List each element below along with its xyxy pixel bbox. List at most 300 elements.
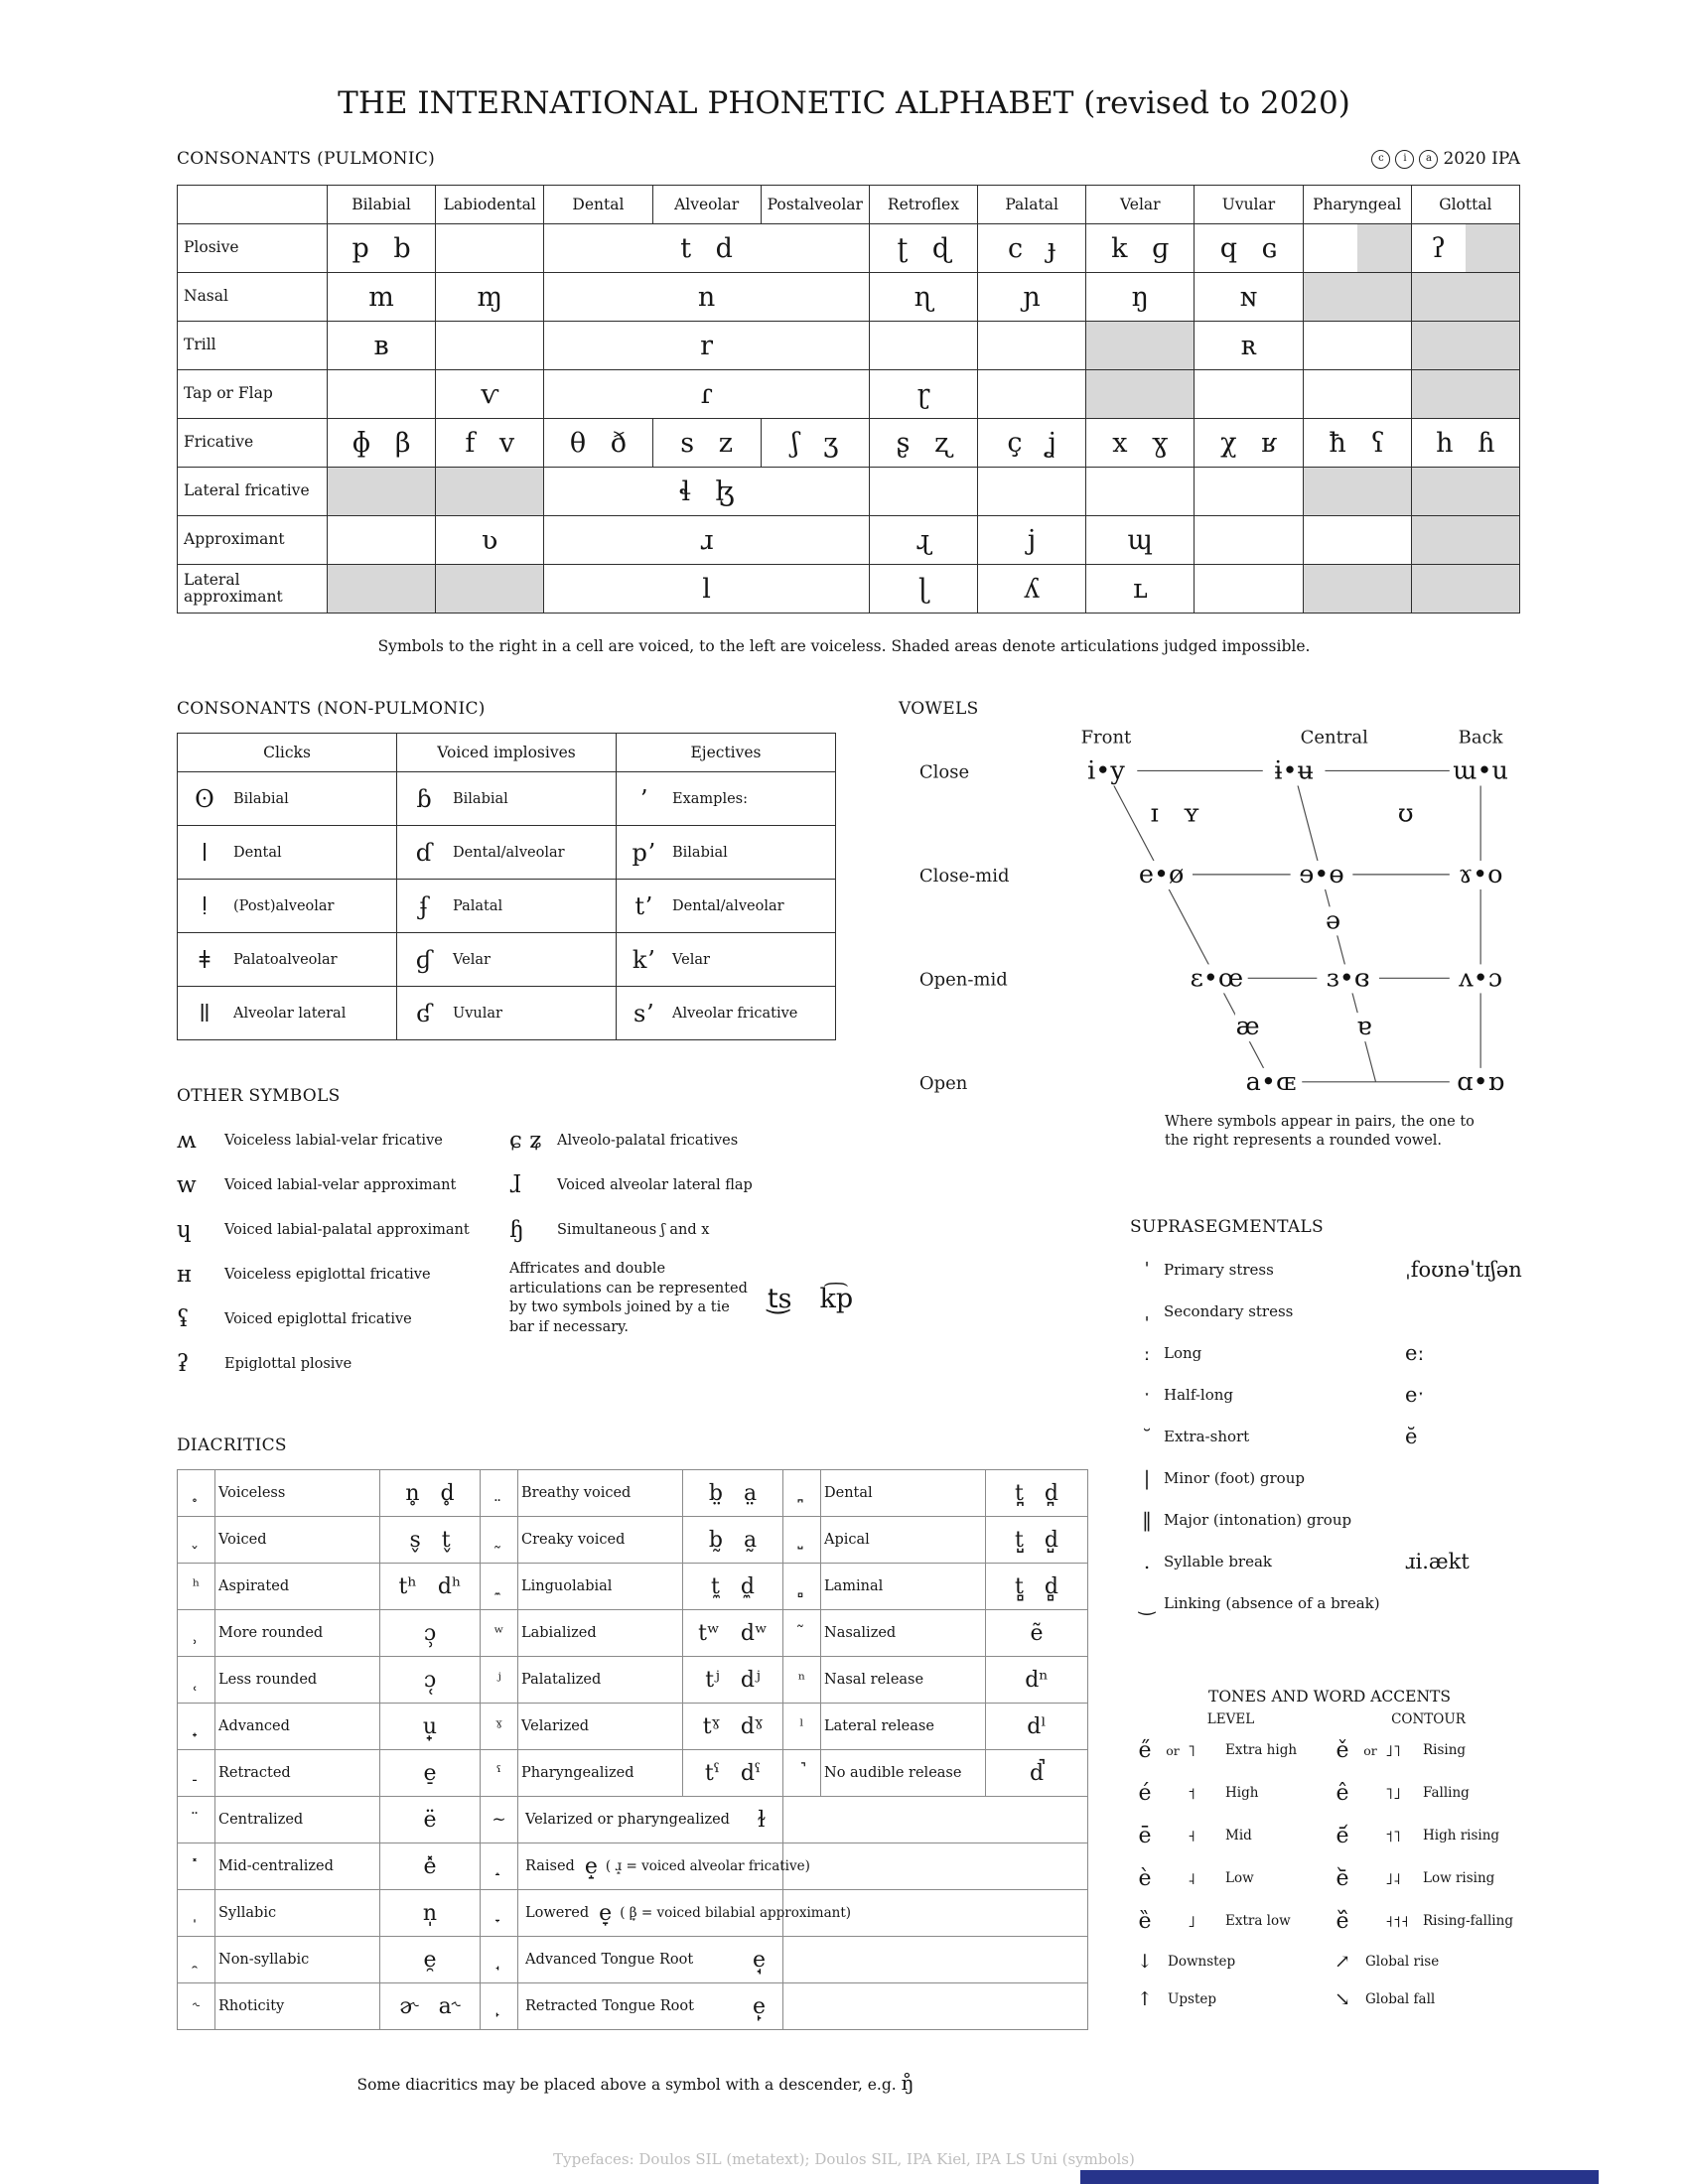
affricate-note-row (509, 1260, 902, 1337)
pulmonic-cell: ɱ (436, 273, 544, 322)
tone-letter: ˧˦˧ (1385, 1912, 1409, 1931)
suprasegmental-symbol: ˌ (1144, 1299, 1150, 1323)
diacritics-row (178, 1470, 1088, 1517)
diacritic-span-content (521, 1900, 852, 1926)
nonpulmonic-label: Dental (233, 844, 282, 861)
suprasegmental-label: Secondary stress (1164, 1302, 1294, 1320)
suprasegmental-label: Long (1164, 1344, 1202, 1362)
diacritic-example: ẽ (986, 1610, 1088, 1657)
place-label: Dental (544, 186, 652, 224)
diacritic-example: d̚ (986, 1750, 1088, 1797)
diacritic-name: Dental (821, 1470, 986, 1517)
pulmonic-cell (1195, 565, 1303, 614)
contour-label: CONTOUR (1391, 1711, 1466, 1727)
other-symbol-label: Voiceless epiglottal fricative (224, 1266, 431, 1283)
suprasegmental-label: Linking (absence of a break) (1164, 1594, 1380, 1612)
nonpulmonic-label: Bilabial (672, 844, 728, 861)
voiced-impossible-half (1357, 224, 1411, 272)
tone-item (1132, 1772, 1330, 1815)
tone-name: Extra low (1225, 1913, 1291, 1930)
tone-example: e᷅ (1336, 1866, 1349, 1891)
pulmonic-cell: p b (328, 224, 436, 273)
diacritic-mark: ̥ (178, 1470, 215, 1517)
suprasegmental-symbol: ‿ (1138, 1591, 1156, 1615)
nonpulmonic-label: Palatal (453, 897, 503, 914)
pulmonic-cell: ɳ (869, 273, 977, 322)
nonpulmonic-symbol: ǃ (201, 891, 209, 920)
place-label: Glottal (1411, 186, 1519, 224)
other-symbol-item (177, 1341, 509, 1386)
nonpulmonic-section (177, 699, 836, 1040)
tone-letter: ˦˥ (1385, 1827, 1401, 1845)
suprasegmental-symbol: ː (1143, 1341, 1151, 1365)
vowel-symbol: ʌ•ɔ (1459, 963, 1503, 994)
split-cell (1412, 224, 1519, 272)
diacritic-mark: ̩ (178, 1890, 215, 1937)
place-label: Labiodental (436, 186, 544, 224)
nonpulmonic-label: Velar (453, 951, 491, 968)
vowel-symbol: ɨ•ʉ (1274, 755, 1314, 786)
tone-letter: ˩˥ (1385, 1741, 1401, 1760)
nonpulmonic-label: Palatoalveolar (233, 951, 338, 968)
nonpulmonic-entry (190, 839, 396, 867)
affricate-note: Affricates and double articulations can be represented by two symbols joined by a tie bar if necessary. (509, 1261, 748, 1335)
diacritic-name: Retracted (215, 1750, 380, 1797)
diacritic-mark: ̹ (178, 1610, 215, 1657)
suprasegmental-label: Syllable break (1164, 1553, 1273, 1570)
pulmonic-row (178, 370, 1520, 419)
diacritic-name: Voiced (215, 1517, 380, 1564)
diacritic-span-cell (518, 1797, 783, 1843)
pulmonic-row (178, 468, 1520, 516)
tone-item (1330, 1857, 1527, 1900)
pulmonic-note: Symbols to the right in a cell are voiced, to the left are voiceless. Shaded areas denote articulations judged impossible. (377, 637, 1311, 655)
tone-name: Falling (1423, 1785, 1470, 1802)
pulmonic-cell: l (544, 565, 870, 614)
tone-extra-item (1330, 1943, 1527, 1980)
diacritic-span-content (521, 1853, 810, 1879)
tone-name: High rising (1423, 1828, 1500, 1844)
pulmonic-cell: ʀ (1195, 322, 1303, 370)
other-symbol-label: Epiglottal plosive (224, 1355, 352, 1372)
tone-name: High (1225, 1785, 1259, 1802)
pulmonic-cell: n (544, 273, 870, 322)
nonpulmonic-symbol: ɓ (416, 784, 432, 813)
level-column (1132, 1711, 1330, 2018)
manner-label: Approximant (178, 516, 328, 565)
tone-item (1330, 1772, 1527, 1815)
tone-example: e᷈ (1336, 1909, 1349, 1934)
diacritic-example: ɫ (757, 1807, 766, 1833)
other-symbol-glyph: ɺ (509, 1171, 521, 1198)
pulmonic-cell: ɾ (544, 370, 870, 419)
tone-extra-symbol: ↘ (1335, 1988, 1350, 2010)
diacritic-name: Velarized (518, 1704, 683, 1750)
diacritic-name: Pharyngealized (518, 1750, 683, 1797)
diacritic-mark: ̼ (481, 1564, 518, 1610)
vowel-column-label: Back (1458, 727, 1503, 749)
nonpulmonic-cell (617, 772, 836, 826)
diacritic-example-group (753, 1948, 766, 1973)
suprasegmental-example: ĕ (1405, 1425, 1418, 1448)
nonpulmonic-column-header: Voiced implosives (397, 734, 617, 772)
manner-label: Fricative (178, 419, 328, 468)
pulmonic-cell: s z (652, 419, 761, 468)
pulmonic-row (178, 224, 1520, 273)
suprasegmental-item (1130, 1249, 1524, 1291)
sa-ic极on: a (1419, 150, 1438, 169)
diacritic-span-cell (518, 1937, 783, 1983)
vowel-symbol: ʊ (1397, 798, 1414, 829)
place-label: Uvular (1195, 186, 1303, 224)
pulmonic-cell (869, 322, 977, 370)
diacritic-name: Centralized (215, 1797, 380, 1843)
tone-extra-name: Global rise (1365, 1953, 1440, 1970)
diacritic-span-cell (518, 1843, 810, 1890)
vowel-row-label: Open-mid (918, 969, 1008, 991)
diacritic-example-group (585, 1854, 810, 1879)
diacritic-example: e̠ (380, 1750, 481, 1797)
tone-or-label: or (1166, 1743, 1180, 1758)
contour-rows (1330, 1729, 1527, 2018)
tone-letter: ˩ (1188, 1912, 1196, 1931)
pulmonic-cell: χ ʁ (1195, 419, 1303, 468)
diacritic-name: Lowered (525, 1905, 590, 1921)
nonpulmonic-symbol: sʼ (633, 999, 653, 1027)
vowel-column-label: Front (1080, 727, 1132, 749)
other-symbols-section (177, 1086, 912, 1386)
place-label: Velar (1086, 186, 1195, 224)
nonpulmonic-row (178, 826, 836, 880)
pulmonic-cell (328, 565, 436, 614)
diacritics-row (178, 1517, 1088, 1564)
pulmonic-cell (1303, 322, 1411, 370)
nonpulmonic-label: Velar (672, 951, 710, 968)
pulmonic-cell (1086, 468, 1195, 516)
vowels-heading: VOWELS (899, 699, 979, 719)
pulmonic-cell: j (978, 516, 1086, 565)
pulmonic-cell: ɻ (869, 516, 977, 565)
tone-extra-symbol: ↓ (1137, 1951, 1153, 1973)
other-symbols-columns (177, 1118, 912, 1386)
suprasegmental-item (1130, 1499, 1524, 1541)
diacritics-row (178, 1704, 1088, 1750)
diacritic-name: Laminal (821, 1564, 986, 1610)
pulmonic-cell (1303, 273, 1411, 322)
pulmonic-cell: x ɣ (1086, 419, 1195, 468)
vowel-row-label: Close (918, 761, 970, 783)
pulmonic-cell: ɸ β (328, 419, 436, 468)
tone-extra-item (1132, 1943, 1330, 1980)
diacritic-span-cell (518, 1890, 852, 1937)
suprasegmental-symbol: | (1143, 1466, 1151, 1490)
pulmonic-cell (1195, 516, 1303, 565)
vowel-symbol: i•y (1087, 755, 1125, 786)
nonpulmonic-entry (629, 1000, 835, 1027)
diacritic-mark: ʰ (178, 1564, 215, 1610)
diacritic-example: t̻ d̻ (986, 1564, 1088, 1610)
diacritic-mark: ̝ (481, 1843, 518, 1890)
diacritic-mark: ̞ (481, 1890, 518, 1937)
vowel-symbol: ʏ (1183, 798, 1200, 829)
diacritics-row (178, 1797, 1088, 1843)
diacritic-example: e̘ (752, 1947, 766, 1973)
tone-example: ě (1336, 1738, 1349, 1763)
vowel-symbol: e•ø (1138, 860, 1185, 890)
diacritic-name: Voiceless (215, 1470, 380, 1517)
suprasegmental-symbol: ˘ (1142, 1425, 1152, 1448)
other-symbol-glyph: ɕ ʑ (509, 1127, 543, 1154)
suprasegmental-item (1130, 1332, 1524, 1374)
diacritic-mark: ̜ (178, 1657, 215, 1704)
diacritic-example-group (753, 1994, 766, 2019)
vowel-symbol: ɯ•u (1453, 755, 1508, 786)
nonpulmonic-entry (190, 946, 396, 974)
diacritics-row (178, 1843, 1088, 1890)
pulmonic-cell: ɲ (978, 273, 1086, 322)
diacritics-row (178, 1564, 1088, 1610)
other-symbol-item (509, 1162, 902, 1207)
diacritic-name: Mid-centralized (215, 1843, 380, 1890)
diacritic-example: ë (380, 1797, 481, 1843)
nonpulmonic-cell (178, 772, 397, 826)
nonpulmonic-entry (409, 892, 616, 920)
tone-or-label: or (1363, 1743, 1377, 1758)
diacritic-name: More rounded (215, 1610, 380, 1657)
pulmonic-cell (436, 224, 544, 273)
vowel-symbol: ɛ•œ (1190, 963, 1244, 994)
diacritic-example-group (599, 1901, 851, 1926)
pulmonic-cell (978, 370, 1086, 419)
contour-column (1330, 1711, 1527, 2018)
nonpulmonic-cell (397, 880, 617, 933)
nonpulmonic-consonants-table (177, 733, 836, 1040)
suprasegmental-item (1130, 1416, 1524, 1457)
suprasegmental-symbol: ˑ (1143, 1383, 1151, 1407)
nonpulmonic-entry (409, 839, 616, 867)
nonpulmonic-entry (409, 946, 616, 974)
diacritic-mark: ̘ (481, 1937, 518, 1983)
tone-extra-name: Downstep (1168, 1953, 1236, 1970)
nonpulmonic-cell (617, 880, 836, 933)
place-label: Postalveolar (761, 186, 869, 224)
pulmonic-header-row (178, 186, 1520, 224)
pulmonic-cell: t d (544, 224, 870, 273)
pulmonic-cell: ʙ (328, 322, 436, 370)
nonpulmonic-heading: CONSONANTS (NON-PULMONIC) (177, 699, 486, 719)
tone-name: Rising-falling (1423, 1913, 1513, 1930)
diacritic-example: tˤ dˤ (683, 1750, 783, 1797)
pulmonic-cell (978, 322, 1086, 370)
tone-item (1330, 1900, 1527, 1943)
nonpulmonic-cell (178, 826, 397, 880)
diacritic-mark: ʲ (481, 1657, 518, 1704)
pulmonic-thead (178, 186, 1520, 224)
other-symbol-label: Voiced alveolar lateral flap (557, 1176, 753, 1193)
other-symbol-item (177, 1297, 509, 1341)
pulmonic-heading: CONSONANTS (PULMONIC) (177, 149, 436, 169)
nonpulmonic-entry (629, 785, 835, 813)
nonpulmonic-column-header: Clicks (178, 734, 397, 772)
other-symbol-item (177, 1252, 509, 1297)
diacritic-example: tʲ dʲ (683, 1657, 783, 1704)
tone-name: Extra high (1225, 1742, 1298, 1759)
suprasegmental-label: Primary stress (1164, 1261, 1274, 1279)
voiceless-half: ʔ (1431, 232, 1447, 264)
suprasegmentals-heading: SUPRASEGMENTALS (1130, 1217, 1324, 1237)
vowel-row-label: Close-mid (918, 865, 1010, 887)
tie-bar-example: t͜s (768, 1283, 792, 1314)
suprasegmental-item (1130, 1541, 1524, 1582)
pulmonic-cell: ʋ (436, 516, 544, 565)
pulmonic-cell (328, 516, 436, 565)
voiceless-half (1304, 224, 1357, 272)
pulmonic-row (178, 322, 1520, 370)
pulmonic-cell: f v (436, 419, 544, 468)
suprasegmental-symbol: . (1143, 1550, 1151, 1573)
pulmonic-row (178, 565, 1520, 614)
nonpulmonic-label: Bilabial (453, 790, 508, 807)
nonpulmonic-cell (397, 826, 617, 880)
tone-example: ē (1138, 1824, 1152, 1848)
diacritic-name: Retracted Tongue Root (525, 1998, 694, 2014)
tone-name: Rising (1423, 1742, 1467, 1759)
diacritic-example-group (758, 1808, 766, 1833)
pulmonic-cell: ʎ (978, 565, 1086, 614)
diacritic-mark: ̺ (783, 1517, 821, 1564)
pulmonic-cell (1411, 370, 1519, 419)
pulmonic-cell (1411, 322, 1519, 370)
tone-item (1132, 1900, 1330, 1943)
diacritic-example: n̩ (380, 1890, 481, 1937)
pulmonic-cell (1303, 370, 1411, 419)
vowel-symbol: ɜ•ɞ (1326, 963, 1370, 994)
other-symbol-glyph: ʡ (177, 1350, 190, 1377)
diacritic-name: Less rounded (215, 1657, 380, 1704)
tone-extra-item (1132, 1980, 1330, 2018)
diacritic-mark: ⁿ (783, 1657, 821, 1704)
nonpulmonic-symbol: ʘ (195, 784, 214, 813)
diacritic-example: ɚ a˞ (380, 1983, 481, 2030)
diacritic-example: u̟ (380, 1704, 481, 1750)
suprasegmental-symbol: ˈ (1144, 1258, 1150, 1282)
nonpulmonic-symbol: ʼ (639, 784, 647, 813)
diacritic-name: Breathy voiced (518, 1470, 683, 1517)
tie-bar-examples (768, 1284, 853, 1314)
place-label: Alveolar (652, 186, 761, 224)
level-label: LEVEL (1206, 1711, 1255, 1727)
vowel-symbol: ɑ•ɒ (1457, 1066, 1504, 1097)
suprasegmental-symbol: ‖ (1142, 1508, 1152, 1532)
diacritic-example: s̬ t̬ (380, 1517, 481, 1564)
diacritic-example: e̯ (380, 1937, 481, 1983)
other-symbol-glyph: ɥ (177, 1216, 192, 1243)
suprasegmentals-section (1130, 1217, 1524, 1624)
suprasegmental-example: eˑ (1405, 1383, 1425, 1407)
suprasegmental-label: Extra-short (1164, 1428, 1250, 1445)
nonpulmonic-cell (617, 826, 836, 880)
nonpulmonic-row (178, 987, 836, 1040)
diacritic-mark: ̬ (178, 1517, 215, 1564)
diacritic-span-content (521, 1994, 779, 2019)
pulmonic-cell: ç ʝ (978, 419, 1086, 468)
pulmonic-cell (1411, 565, 1519, 614)
nonpulmonic-column-header: Ejectives (617, 734, 836, 772)
nonpulmonic-label: Alveolar fricative (672, 1005, 798, 1022)
nonpulmonic-entry (629, 839, 835, 867)
diacritics-note-text: Some diacritics may be placed above a symbol with a descender, e.g. (356, 2076, 897, 2094)
diacritic-example: e̞ (599, 1900, 613, 1926)
diacritic-mark: ˠ (481, 1704, 518, 1750)
manner-label: Lateral fricative (178, 468, 328, 516)
pulmonic-cell: r (544, 322, 870, 370)
diacritic-example: dⁿ (986, 1657, 1088, 1704)
tone-name: Low rising (1423, 1870, 1495, 1887)
diacritic-span-content (521, 1808, 779, 1833)
level-rows (1132, 1729, 1330, 2018)
other-symbol-glyph: ʢ (177, 1305, 190, 1332)
pulmonic-cell: ʂ ʐ (869, 419, 977, 468)
other-symbol-glyph: ʜ (177, 1261, 193, 1288)
nonpulmonic-row (178, 772, 836, 826)
diacritic-name: Labialized (518, 1610, 683, 1657)
tone-extra-symbol: ↑ (1137, 1988, 1153, 2010)
diacritics-row (178, 1750, 1088, 1797)
suprasegmental-label: Half-long (1164, 1386, 1233, 1404)
diacritics-heading: DIACRITICS (177, 1435, 287, 1455)
diacritic-example: n̥ d̥ (380, 1470, 481, 1517)
diacritic-name: Nasal release (821, 1657, 986, 1704)
diacritic-example: t̼ d̼ (683, 1564, 783, 1610)
tone-item (1330, 1815, 1527, 1857)
pulmonic-cell: m (328, 273, 436, 322)
tone-letter: ˩˨ (1385, 1869, 1401, 1888)
diacritic-mark: ̃ (783, 1610, 821, 1657)
diacritic-example: t̪ d̪ (986, 1470, 1088, 1517)
pulmonic-header-line (177, 149, 1520, 169)
pulmonic-cell (1411, 273, 1519, 322)
diacritic-name: Palatalized (518, 1657, 683, 1704)
tone-item (1132, 1857, 1330, 1900)
diacritic-span-cell (518, 1983, 783, 2030)
diacritics-row (178, 1657, 1088, 1704)
diacritic-example: tˠ dˠ (683, 1704, 783, 1750)
tone-item (1330, 1729, 1527, 1772)
diacritic-name: Non-syllabic (215, 1937, 380, 1983)
tone-extra-name: Global fall (1365, 1990, 1436, 2007)
nonpulmonic-entry (409, 785, 616, 813)
suprasegmental-example: ɹi.ækt (1405, 1550, 1470, 1573)
diacritic-mark: ʷ (481, 1610, 518, 1657)
diacritic-example: e̙ (752, 1993, 766, 2019)
pulmonic-consonants-table (177, 185, 1520, 614)
vowel-symbol: a•ɶ (1245, 1066, 1297, 1097)
diacritics-note-example: ŋ̊ (901, 2071, 914, 2095)
diacritic-mark: ̠ (178, 1750, 215, 1797)
pulmonic-cell: ʟ (1086, 565, 1195, 614)
diacritics-note (199, 2071, 1072, 2095)
other-symbols-heading: OTHER SYMBOLS (177, 1086, 341, 1106)
diacritic-example: t̺ d̺ (986, 1517, 1088, 1564)
diacritics-filler (783, 1937, 1088, 1983)
pulmonic-cell (1195, 370, 1303, 419)
nonpulmonic-symbol: ʄ (419, 891, 429, 920)
vowel-symbol: ɐ (1356, 1012, 1372, 1042)
tone-letter: ˥ (1188, 1741, 1196, 1760)
nonpulmonic-label: Alveolar lateral (233, 1005, 347, 1022)
license-line (1371, 149, 1520, 169)
diacritics-row (178, 1983, 1088, 2030)
